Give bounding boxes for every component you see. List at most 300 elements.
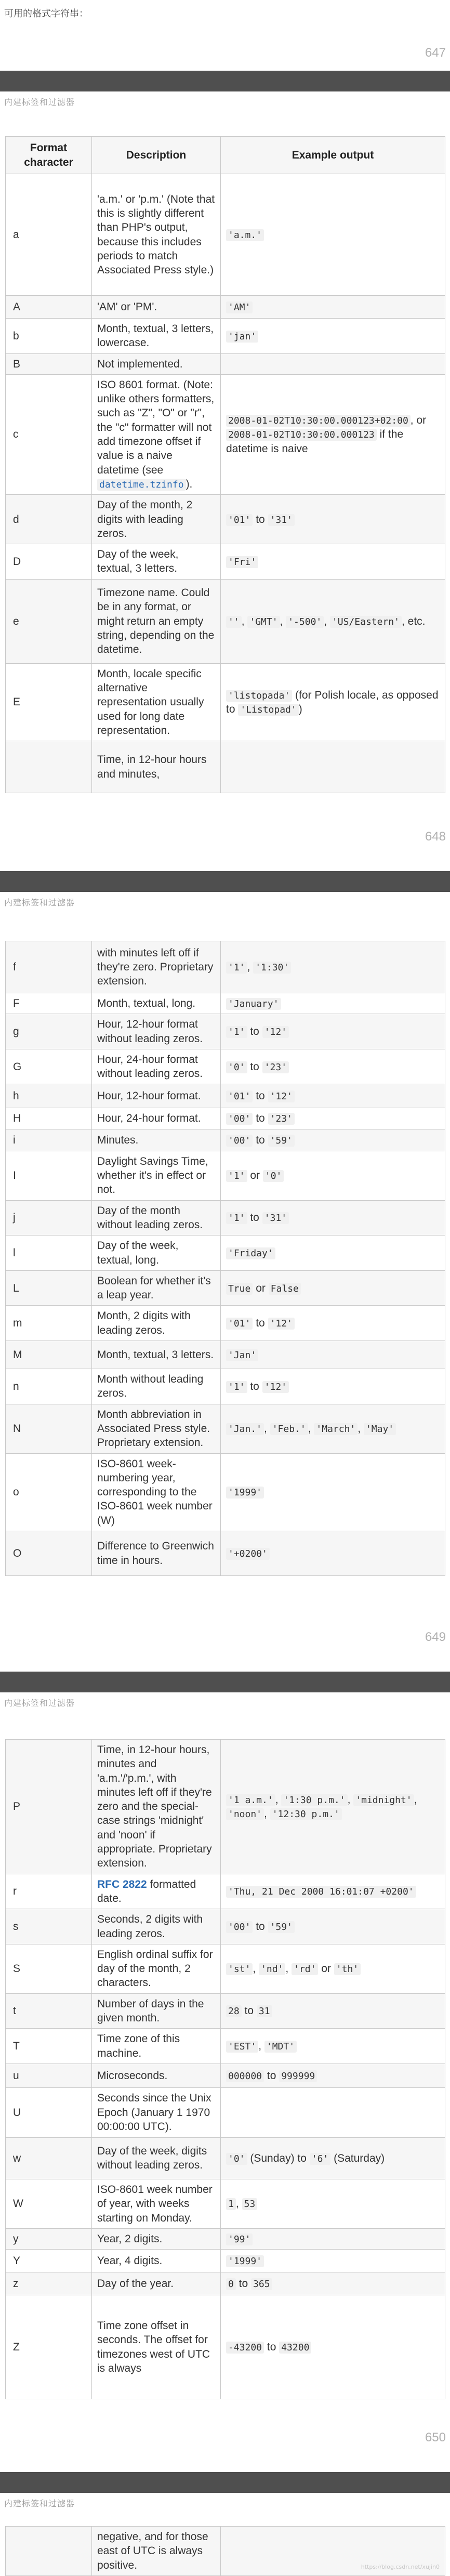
format-character-cell: a	[6, 174, 92, 296]
table-row	[6, 1531, 445, 1576]
cell-text: ISO 8601 format. (Note: unlike others formatters, such as "Z", "O" or "r", the "c" formatter will not add timezone offset if value is a naive datetime (see	[97, 378, 215, 476]
cell-text: to	[253, 513, 268, 525]
code-literal: 999999	[279, 2070, 317, 2082]
cell-text: Seconds, 2 digits with leading zeros.	[97, 1913, 203, 1940]
description-cell	[92, 579, 221, 663]
description-cell	[92, 1404, 221, 1453]
page-650	[0, 1692, 450, 2472]
code-literal: 'Fri'	[226, 556, 258, 568]
code-literal: '99'	[226, 2233, 253, 2245]
table-row	[6, 2179, 445, 2228]
description-cell	[92, 1236, 221, 1271]
example-output-cell	[221, 1236, 445, 1271]
format-character-cell	[6, 741, 92, 793]
running-header: 内建标签和过滤器	[4, 97, 75, 107]
code-literal: 'Feb.'	[270, 1423, 308, 1435]
example-output-cell	[221, 2295, 445, 2399]
code-literal: '01'	[226, 514, 253, 526]
example-output-cell	[221, 1874, 445, 1909]
example-output-cell	[221, 1404, 445, 1453]
code-literal: 'midnight'	[353, 1794, 414, 1806]
cell-text: Day of the month, 2 digits with leading zeros.	[97, 499, 193, 540]
code-literal: 'MDT'	[264, 2041, 297, 2053]
tzinfo-link[interactable]: datetime.tzinfo	[97, 479, 186, 491]
cell-text: with minutes left off if they're zero. Proprietary extension.	[97, 947, 214, 988]
example-output-cell	[221, 2250, 445, 2272]
page-number: 647	[425, 46, 446, 60]
format-character-cell: O	[6, 1531, 92, 1576]
example-output-cell	[221, 2179, 445, 2228]
table-row	[6, 319, 445, 354]
description-cell	[92, 1909, 221, 1944]
page-gap	[0, 1672, 450, 1692]
code-literal: 43200	[279, 2342, 311, 2354]
table-row	[6, 1740, 445, 1874]
example-output-cell	[221, 941, 445, 993]
table-row	[6, 2250, 445, 2272]
cell-text: Time, in 12-hour hours and minutes,	[97, 754, 207, 780]
format-character-cell: l	[6, 1236, 92, 1271]
table-row	[6, 1453, 445, 1531]
table-row	[6, 1084, 445, 1108]
format-character-cell: u	[6, 2064, 92, 2087]
code-literal: '12'	[268, 1318, 295, 1330]
cell-text: Month, locale specific alternative representation usually used for long date representation.	[97, 667, 204, 737]
description-cell	[92, 174, 221, 296]
code-literal: '12'	[268, 1090, 295, 1102]
code-literal: '01'	[226, 1090, 253, 1102]
example-output-cell	[221, 663, 445, 741]
code-literal: '31'	[262, 1212, 289, 1224]
cell-text: English ordinal suffix for day of the month, 2 characters.	[97, 1948, 213, 1989]
example-output-cell	[221, 1084, 445, 1108]
cell-text: ,	[280, 615, 286, 627]
description-cell	[92, 544, 221, 580]
format-table	[5, 941, 445, 1576]
description-cell	[92, 1049, 221, 1084]
format-character-cell: I	[6, 1151, 92, 1200]
format-character-cell: Z	[6, 2295, 92, 2399]
description-cell	[92, 2228, 221, 2249]
description-cell	[92, 2064, 221, 2087]
column-header-example: Example output	[221, 137, 445, 174]
cell-text: Time, in 12-hour hours, minutes and 'a.m.'/'p.m.', with minutes left off if they're zero and the special-case strings 'midnight' and 'noon' if appropriate. Proprietary extension.	[97, 1744, 212, 1870]
cell-text: to	[247, 1212, 262, 1224]
code-literal: 'Thu, 21 Dec 2000 16:01:07 +0200'	[226, 1886, 416, 1898]
cell-text: Year, 2 digits.	[97, 2232, 163, 2245]
table-row	[6, 1341, 445, 1369]
column-header-description: Description	[92, 137, 221, 174]
table-row	[6, 1944, 445, 1993]
format-character-cell	[6, 2527, 92, 2576]
format-character-cell: m	[6, 1306, 92, 1341]
description-cell	[92, 663, 221, 741]
description-cell	[92, 2272, 221, 2295]
format-character-cell: L	[6, 1270, 92, 1306]
code-literal: True	[226, 1283, 253, 1295]
table-row	[6, 2029, 445, 2064]
cell-text: ,	[358, 1422, 364, 1435]
cell-text: to	[253, 1920, 268, 1933]
code-literal: '23'	[262, 1061, 289, 1073]
cell-text: 'a.m.' or 'p.m.' (Note that this is slightly different than PHP's output, because this includes periods to match Associated Press style.)	[97, 193, 215, 277]
code-literal: '0'	[263, 1170, 284, 1182]
code-literal: 2008-01-02T10:30:00.000123+02:00	[226, 415, 411, 427]
description-cell	[92, 1740, 221, 1874]
cell-text: Day of the week, digits without leading zeros.	[97, 2145, 207, 2172]
page-number: 649	[425, 1630, 446, 1644]
description-cell	[92, 2295, 221, 2399]
example-output-cell	[221, 1369, 445, 1404]
table-header-row	[6, 137, 445, 174]
example-output-cell	[221, 2272, 445, 2295]
cell-text: to	[253, 1134, 268, 1146]
cell-text: ,	[253, 1963, 259, 1975]
code-literal: '12'	[262, 1381, 289, 1393]
table-row	[6, 1909, 445, 1944]
example-output-cell	[221, 495, 445, 544]
example-output-cell	[221, 1049, 445, 1084]
example-output-cell	[221, 579, 445, 663]
example-output-cell	[221, 353, 445, 374]
table-row	[6, 2137, 445, 2179]
format-character-cell: f	[6, 941, 92, 993]
cell-text: ,	[414, 1793, 417, 1806]
example-output-cell	[221, 174, 445, 296]
description-cell	[92, 1129, 221, 1151]
cell-text: ISO-8601 week number of year, with weeks starting on Monday.	[97, 2183, 213, 2224]
code-literal: '12'	[262, 1026, 289, 1038]
code-literal: 'nd'	[259, 1963, 285, 1975]
table-row	[6, 544, 445, 580]
table-row	[6, 941, 445, 993]
format-character-cell: e	[6, 579, 92, 663]
cell-text: Year, 4 digits.	[97, 2254, 163, 2267]
cell-text: Month abbreviation in Associated Press style. Proprietary extension.	[97, 1408, 210, 1449]
page-number: 650	[425, 2430, 446, 2444]
code-literal: 28	[226, 2005, 242, 2017]
format-character-cell: i	[6, 1129, 92, 1151]
table-row	[6, 1236, 445, 1271]
description-cell	[92, 993, 221, 1014]
code-literal: '6'	[310, 2153, 331, 2165]
description-cell	[92, 1944, 221, 1993]
cell-text: formatted date.	[97, 1878, 196, 1904]
example-output-cell	[221, 741, 445, 793]
description-cell	[92, 1151, 221, 1200]
cell-text: Day of the year.	[97, 2277, 174, 2290]
code-literal: '00'	[226, 1921, 253, 1933]
code-literal: '1999'	[226, 2255, 264, 2267]
example-output-cell	[221, 2228, 445, 2249]
cell-text: ,	[275, 1793, 282, 1806]
cell-text: Hour, 12-hour format.	[97, 1090, 201, 1102]
example-output-cell	[221, 2087, 445, 2137]
example-output-cell	[221, 1740, 445, 1874]
table-row	[6, 1014, 445, 1049]
code-literal: 'EST'	[226, 2041, 258, 2053]
cell-text: ,	[264, 1422, 270, 1435]
code-literal: '1'	[226, 962, 247, 974]
cell-text: to	[247, 1380, 262, 1392]
cell-text: Minutes.	[97, 1134, 139, 1146]
example-output-cell	[221, 1108, 445, 1129]
code-literal: 'noon'	[226, 1808, 264, 1820]
table-row	[6, 2228, 445, 2249]
cell-text: Month, textual, 3 letters, lowercase.	[97, 323, 214, 349]
code-literal: 'listopada'	[226, 690, 292, 702]
code-literal: 'March'	[314, 1423, 358, 1435]
format-character-cell: F	[6, 993, 92, 1014]
code-literal: 'AM'	[226, 301, 253, 313]
cell-text: or	[247, 1169, 263, 1182]
format-character-cell: P	[6, 1740, 92, 1874]
page-number: 648	[425, 830, 446, 844]
description-cell	[92, 2250, 221, 2272]
running-header: 内建标签和过滤器	[4, 1698, 75, 1708]
cell-text: Difference to Greenwich time in hours.	[97, 1540, 214, 1567]
table-row	[6, 296, 445, 319]
format-character-cell: S	[6, 1944, 92, 1993]
code-literal: '1'	[226, 1381, 247, 1393]
code-literal: '1999'	[226, 1487, 264, 1499]
code-literal: '31'	[268, 514, 295, 526]
example-output-cell	[221, 993, 445, 1014]
code-literal: 53	[242, 2198, 258, 2210]
code-literal: 'US/Eastern'	[330, 616, 402, 628]
code-literal: ''	[226, 616, 242, 628]
rfc-link[interactable]: RFC 2822	[97, 1878, 147, 1890]
cell-text: to	[264, 2341, 280, 2353]
format-character-cell: T	[6, 2029, 92, 2064]
cell-text: Time zone offset in seconds. The offset for timezones west of UTC is always	[97, 2320, 210, 2374]
code-literal: '1'	[226, 1212, 247, 1224]
code-literal: 'rd'	[292, 1963, 318, 1975]
cell-text: ,	[235, 2198, 242, 2210]
table-row	[6, 993, 445, 1014]
example-output-cell	[221, 1531, 445, 1576]
cell-text: to	[253, 1112, 268, 1125]
table-row	[6, 1993, 445, 2029]
format-character-cell: h	[6, 1084, 92, 1108]
example-output-cell	[221, 1453, 445, 1531]
code-literal: '1'	[226, 1170, 247, 1182]
code-literal: 1	[226, 2198, 236, 2210]
table-row	[6, 2272, 445, 2295]
example-output-cell	[221, 1270, 445, 1306]
table-row	[6, 353, 445, 374]
description-cell	[92, 353, 221, 374]
code-literal: 'Jan'	[226, 1349, 258, 1361]
cell-text: ,	[264, 1807, 270, 1820]
table-row	[6, 1049, 445, 1084]
example-output-cell	[221, 319, 445, 354]
example-output-cell	[221, 1151, 445, 1200]
format-character-cell: N	[6, 1404, 92, 1453]
description-cell	[92, 2029, 221, 2064]
cell-text: Month, textual, 3 letters.	[97, 1348, 214, 1361]
cell-text: to	[235, 2277, 252, 2290]
cell-text: ).	[186, 478, 193, 490]
cell-text: , etc.	[401, 615, 426, 627]
table-row	[6, 2295, 445, 2399]
description-cell	[92, 1108, 221, 1129]
example-output-cell	[221, 2029, 445, 2064]
description-cell	[92, 2179, 221, 2228]
code-literal: '59'	[268, 1135, 295, 1147]
example-output-cell	[221, 374, 445, 494]
table-row	[6, 1306, 445, 1341]
format-character-cell: d	[6, 495, 92, 544]
code-literal: 'a.m.'	[226, 229, 264, 241]
example-output-cell	[221, 1014, 445, 1049]
format-character-cell: D	[6, 544, 92, 580]
cell-text: Day of the month without leading zeros.	[97, 1204, 203, 1231]
cell-text: Time zone of this machine.	[97, 2033, 180, 2059]
cell-text: Timezone name. Could be in any format, or might return an empty string, depending on the datetime.	[97, 587, 215, 656]
code-literal: 0	[226, 2278, 236, 2290]
example-output-cell	[221, 544, 445, 580]
description-cell	[92, 941, 221, 993]
cell-text: ,	[247, 961, 254, 973]
cell-text: Hour, 12-hour format without leading zeros.	[97, 1018, 203, 1045]
format-character-cell: b	[6, 319, 92, 354]
format-table	[5, 1739, 445, 2399]
table-row	[6, 374, 445, 494]
code-literal: '+0200'	[226, 1548, 270, 1560]
running-header: 内建标签和过滤器	[4, 898, 75, 908]
page-gap	[0, 2472, 450, 2493]
description-cell	[92, 1874, 221, 1909]
table-row	[6, 579, 445, 663]
table-row	[6, 741, 445, 793]
cell-text: Number of days in the given month.	[97, 1997, 204, 2025]
column-header-format: Format character	[6, 137, 92, 174]
cell-text: Hour, 24-hour format without leading zeros.	[97, 1053, 203, 1080]
cell-text: Month without leading zeros.	[97, 1373, 204, 1400]
format-character-cell: z	[6, 2272, 92, 2295]
example-output-cell	[221, 1341, 445, 1369]
format-table	[5, 136, 445, 793]
example-output-cell	[221, 1944, 445, 1993]
format-character-cell: n	[6, 1369, 92, 1404]
cell-text: ,	[347, 1793, 354, 1806]
description-cell	[92, 1270, 221, 1306]
example-output-cell	[221, 1306, 445, 1341]
page-647	[0, 0, 450, 71]
table-row	[6, 1200, 445, 1236]
table-row	[6, 663, 445, 741]
cell-text: Daylight Savings Time, whether it's in effect or not.	[97, 1155, 208, 1196]
code-literal: False	[269, 1283, 301, 1295]
cell-text: 'AM' or 'PM'.	[97, 300, 157, 313]
table-row	[6, 495, 445, 544]
description-cell	[92, 1306, 221, 1341]
example-output-cell	[221, 1200, 445, 1236]
description-cell	[92, 495, 221, 544]
cell-text: ,	[241, 615, 248, 627]
code-literal: '00'	[226, 1113, 253, 1125]
format-character-cell: E	[6, 663, 92, 741]
cell-text: Day of the week, textual, 3 letters.	[97, 548, 179, 575]
description-cell	[92, 1531, 221, 1576]
format-character-cell: Y	[6, 2250, 92, 2272]
code-literal: 'st'	[226, 1963, 253, 1975]
page-gap	[0, 71, 450, 91]
page-651-partial	[0, 2493, 450, 2575]
format-character-cell: g	[6, 1014, 92, 1049]
format-character-cell: o	[6, 1453, 92, 1531]
table-row	[6, 2064, 445, 2087]
code-literal: '0'	[226, 1061, 247, 1073]
description-cell	[92, 1084, 221, 1108]
code-literal: 'GMT'	[247, 616, 280, 628]
format-character-cell: U	[6, 2087, 92, 2137]
cell-text: Microseconds.	[97, 2069, 168, 2082]
cell-text: Hour, 24-hour format.	[97, 1112, 201, 1125]
description-cell	[92, 374, 221, 494]
code-literal: 'th'	[334, 1963, 361, 1975]
format-character-cell: j	[6, 1200, 92, 1236]
cell-text: ,	[324, 615, 330, 627]
description-cell	[92, 741, 221, 793]
watermark: https://blog.csdn.net/xujin0	[361, 2564, 440, 2570]
format-character-cell: t	[6, 1993, 92, 2029]
cell-text: Month, 2 digits with leading zeros.	[97, 1310, 191, 1336]
cell-text: Month, textual, long.	[97, 997, 196, 1009]
format-character-cell: y	[6, 2228, 92, 2249]
format-character-cell: M	[6, 1341, 92, 1369]
description-cell	[92, 2527, 221, 2576]
cell-text: ,	[285, 1963, 292, 1975]
example-output-cell	[221, 296, 445, 319]
code-literal: '00'	[226, 1135, 253, 1147]
cell-text: Day of the week, textual, long.	[97, 1240, 179, 1266]
table-row	[6, 1874, 445, 1909]
example-output-cell	[221, 2064, 445, 2087]
table-row	[6, 1404, 445, 1453]
description-cell	[92, 1993, 221, 2029]
page-648	[0, 91, 450, 871]
code-literal: -43200	[226, 2342, 264, 2354]
cell-text: to	[241, 2005, 257, 2017]
cell-text: to	[253, 1317, 268, 1330]
cell-text: (for Polish locale, as opposed to	[226, 689, 439, 715]
code-literal: 000000	[226, 2070, 264, 2082]
cell-text: Not implemented.	[97, 358, 183, 370]
example-output-cell	[221, 1909, 445, 1944]
code-literal: 'Jan.'	[226, 1423, 264, 1435]
code-literal: '59'	[268, 1921, 295, 1933]
cell-text: Seconds since the Unix Epoch (January 1 1970 00:00:00 UTC).	[97, 2092, 211, 2133]
cell-text: to	[247, 1060, 262, 1073]
intro-text: 可用的格式字符串：	[4, 8, 88, 19]
table-body	[6, 1740, 445, 2399]
code-literal: '0'	[226, 2153, 247, 2165]
description-cell	[92, 2137, 221, 2179]
code-literal: '-500'	[286, 616, 324, 628]
description-cell	[92, 1200, 221, 1236]
description-cell	[92, 2087, 221, 2137]
code-literal: 'Listopad'	[238, 704, 298, 716]
format-character-cell: s	[6, 1909, 92, 1944]
cell-text: , or	[410, 414, 427, 427]
description-cell	[92, 1341, 221, 1369]
table-row	[6, 1270, 445, 1306]
cell-text: ,	[308, 1422, 314, 1435]
example-output-cell	[221, 1129, 445, 1151]
cell-text: or	[253, 1282, 269, 1294]
